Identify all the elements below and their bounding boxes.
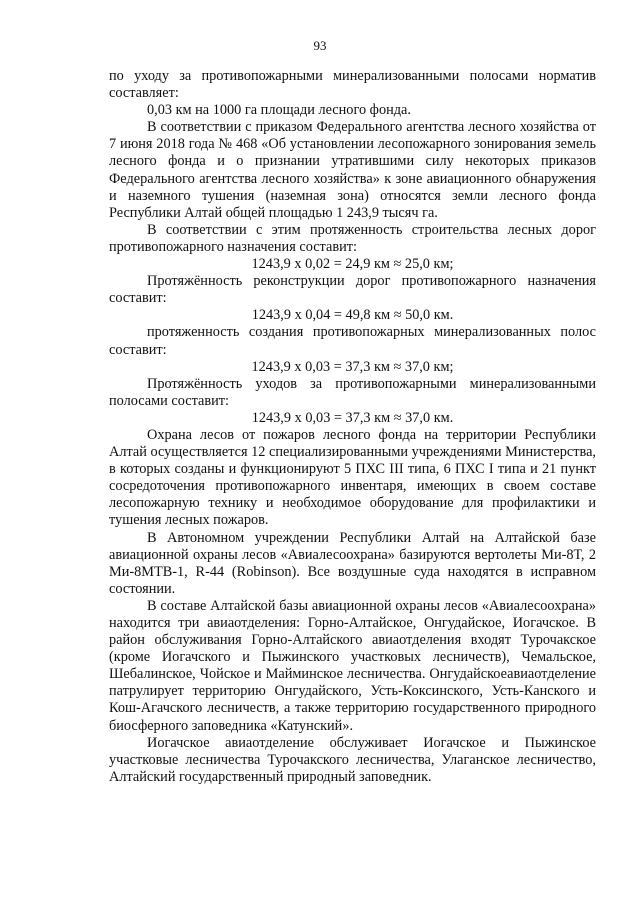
paragraph-road-construction: В соответствии с этим протяженность строительства лесных дорог противопожарного назначения составит: [109,221,596,255]
document-body [109,68,596,786]
formula-strip-creation: 1243,9 х 0,03 = 37,3 км ≈ 37,0 км; [251,358,454,375]
paragraph-aviation-departments: В составе Алтайской базы авиационной охраны лесов «Авиалесоохрана» находится три авиаотделения: Горно-Алтайское, Онгудайское, Иогачское. В район обслуживания Горно-Алтайского авиаотделения входят Турочакское (кроме Иогачского и Пыжинского участковых лесничеств), Чемальское, Шебалинское, Чойское и Майминское лесничества. Онгудайскоеавиаотделение патрулирует территорию Онгудайского, Усть-Коксинского, Усть-Канского и Кош-Агачского лесничеств, а также территорию государственного природного биосферного заповедника «Катунский». [109,597,596,734]
formula-road-construction: 1243,9 х 0,02 = 24,9 км ≈ 25,0 км; [251,256,454,273]
paragraph-order-reference: В соответствии с приказом Федерального агентства лесного хозяйства от 7 июня 2018 года № 468 «Об установлении лесопожарного зонирования земель лесного фонда и о признании утратившими силу некоторых приказов Федерального агентства лесного хозяйства» к зоне авиационного обнаружения и наземного тушения (наземная зона) относятся земли лесного фонда Республики Алтай общей площадью 1 243,9 тысяч га. [109,119,596,221]
paragraph-road-reconstruction: Протяжённость реконструкции дорог противопожарного назначения составит: [109,273,596,307]
paragraph-strip-creation: протяженность создания противопожарных минерализованных полос составит: [109,324,596,358]
paragraph-fire-protection: Охрана лесов от пожаров лесного фонда на территории Республики Алтай осуществляется 12 специализированными учреждениями Министерства, в которых созданы и функционируют 5 ПХС III типа, 6 ПХС I типа и 21 пункт сосредоточения противопожарного инвентаря, имеющих в своем составе лесопожарную технику и необходимое оборудование для профилактики и тушения лесных пожаров. [109,426,596,529]
paragraph-norm: 0,03 км на 1000 га площади лесного фонда. [147,102,411,119]
formula-strip-maintenance: 1243,9 х 0,03 = 37,3 км ≈ 37,0 км. [251,409,454,426]
paragraph-continuation: по уходу за противопожарными минерализованными полосами норматив составляет: [109,68,596,102]
paragraph-strip-maintenance: Протяжённость уходов за противопожарными минерализованными полосами составит: [109,375,596,409]
paragraph-aviation-base: В Автономном учреждении Республики Алтай на Алтайской базе авиационной охраны лесов «Авиалесоохрана» базируются вертолеты Ми-8Т, 2 Ми-8МТВ-1, R-44 (Robinson). Все воздушные суда находятся в исправном состоянии. [109,529,596,597]
formula-road-reconstruction: 1243,9 х 0,04 = 49,8 км ≈ 50,0 км. [251,307,454,324]
page-number: 93 [313,38,327,53]
paragraph-iogach-department: Иогачское авиаотделение обслуживает Иогачское и Пыжинское участковые лесничества Турочакского лесничества, Улаганское лесничество, Алтайский государственный природный заповедник. [109,734,596,785]
